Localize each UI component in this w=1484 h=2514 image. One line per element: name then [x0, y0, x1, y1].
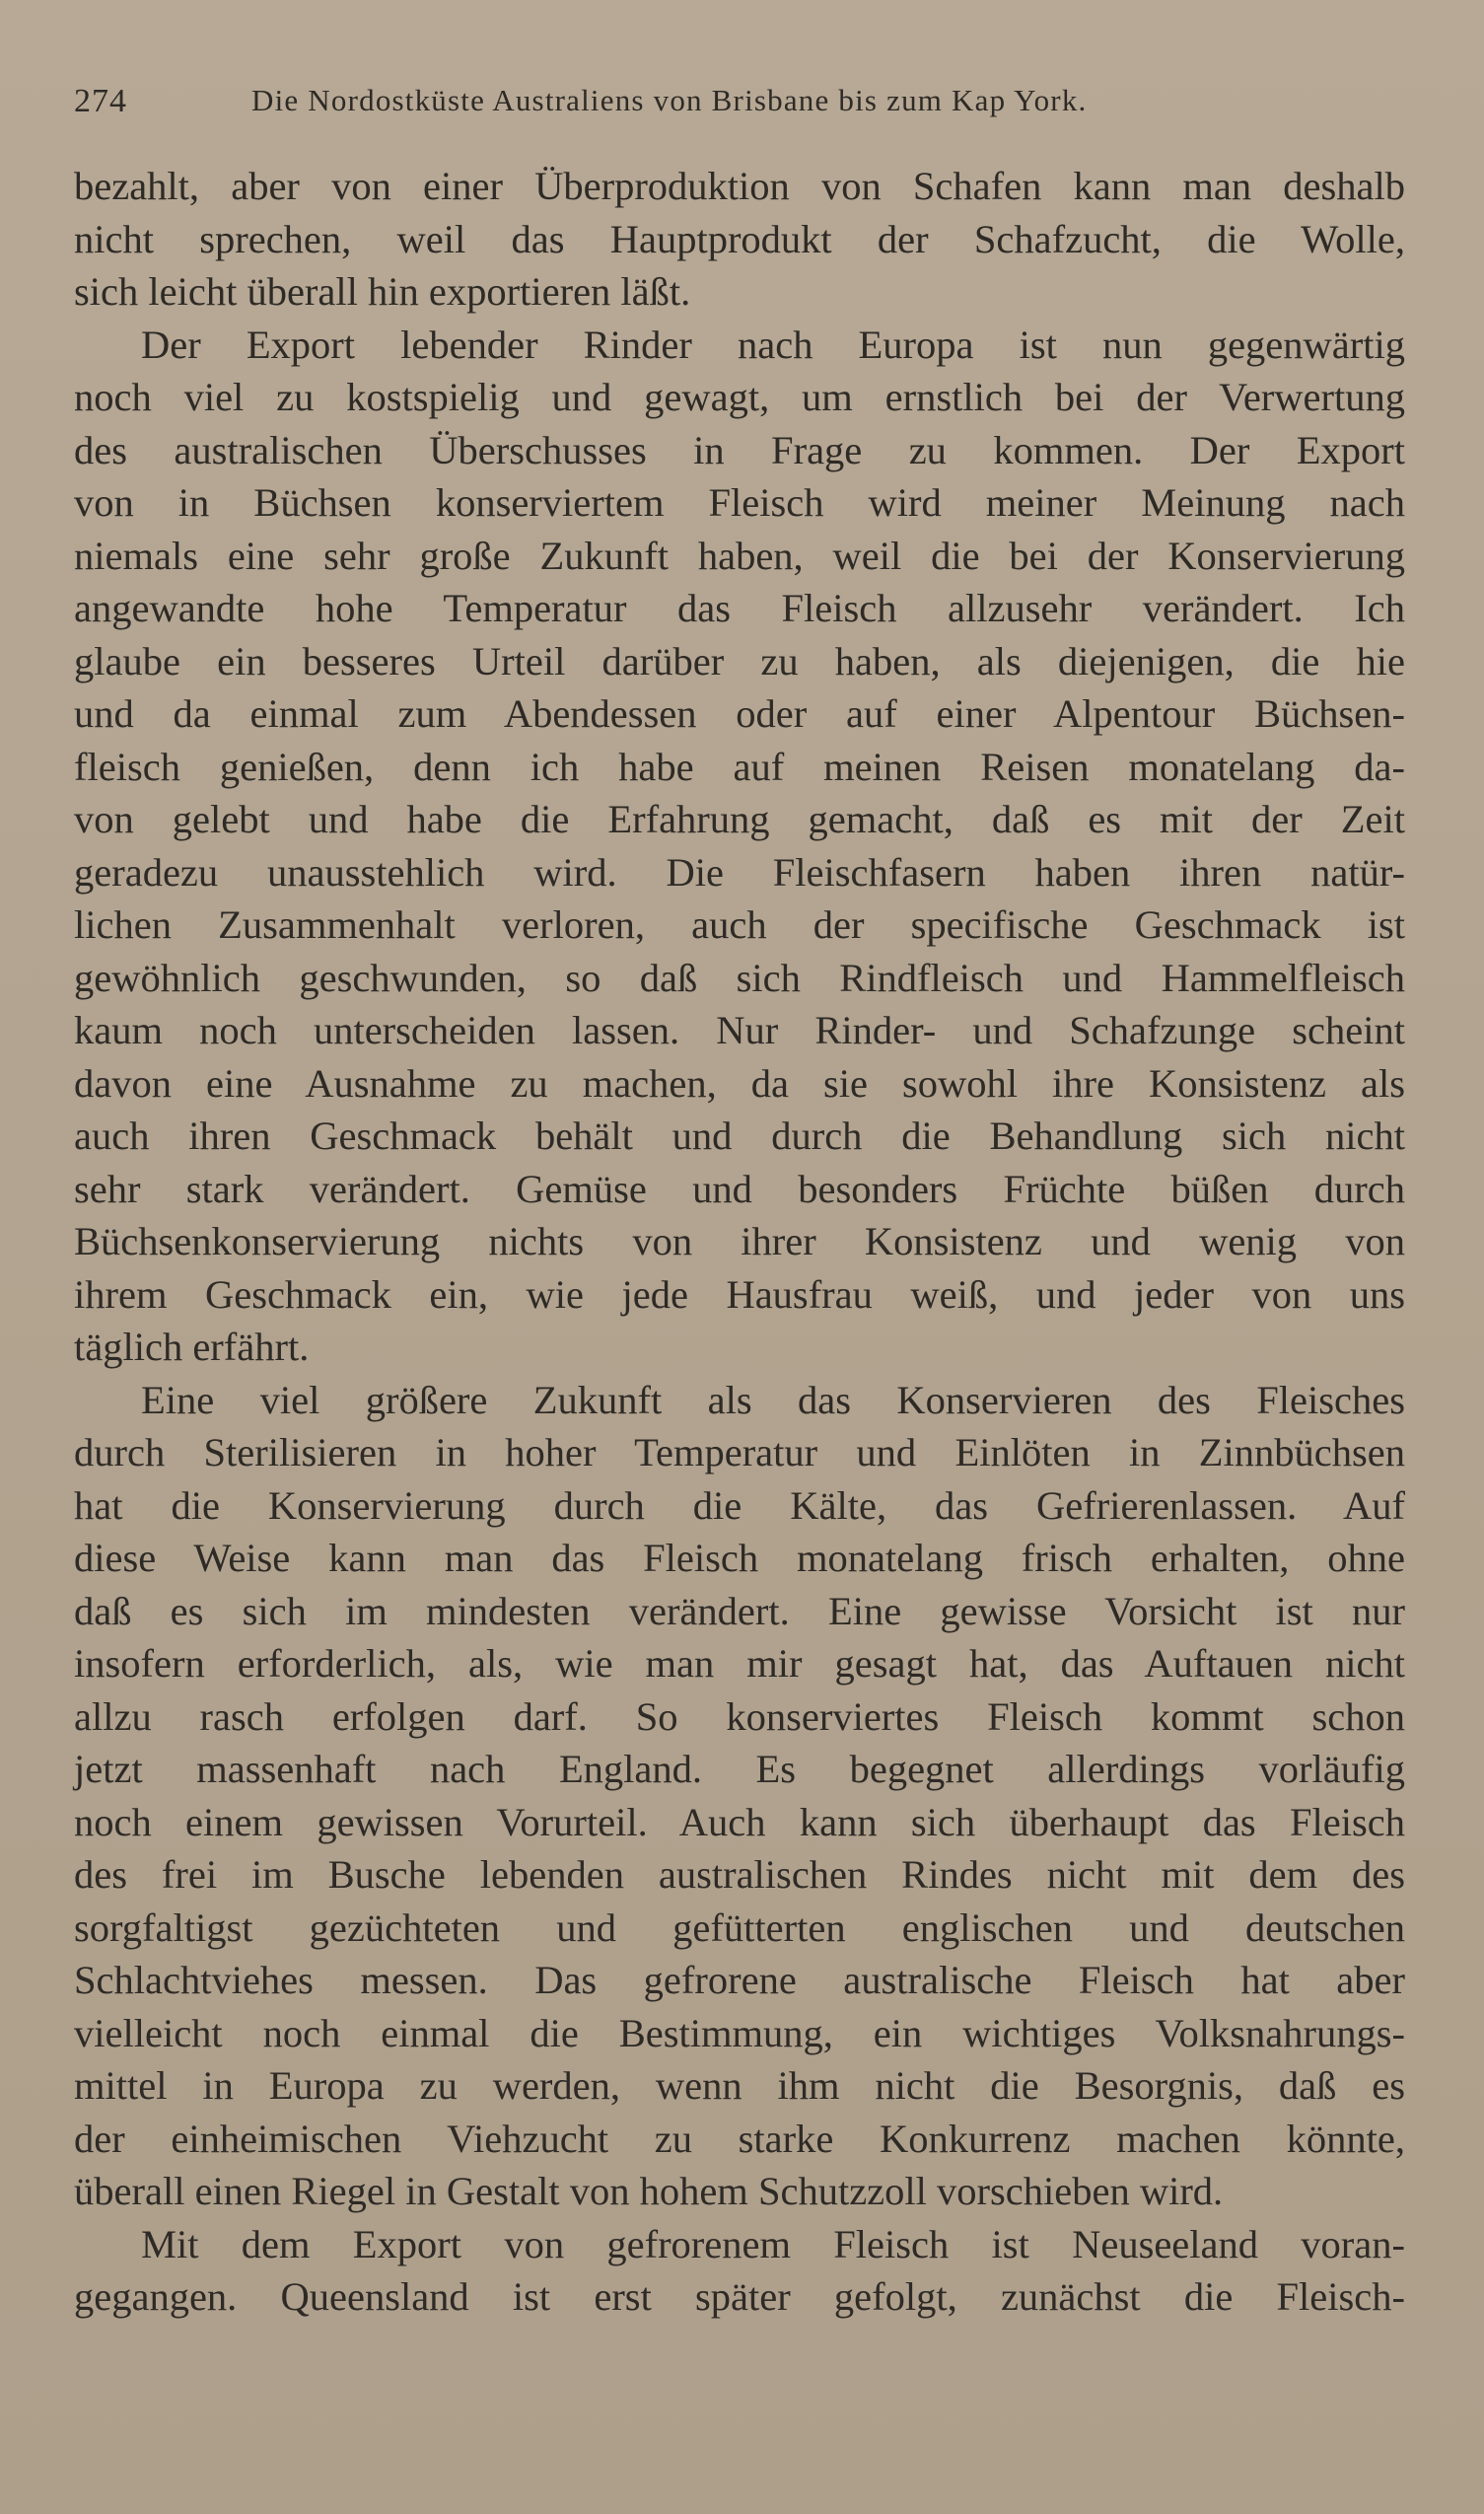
text-line: nicht sprechen, weil das Hauptprodukt der Schafzucht, die Wolle,	[74, 216, 1405, 261]
text-line: sich leicht überall hin exportieren läßt.	[74, 269, 691, 314]
text-line: von gelebt und habe die Erfahrung gemacht, daß es mit der Zeit	[74, 797, 1405, 841]
text-line: gegangen. Queensland ist erst später gefolgt, zunächst die Fleisch-	[74, 2274, 1405, 2319]
text-line: durch Sterilisieren in hoher Temperatur und Einlöten in Zinnbüchsen	[74, 1430, 1405, 1474]
text-line: Der Export lebender Rinder nach Europa ist nun gegenwärtig	[141, 322, 1405, 367]
text-line: von in Büchsen konserviertem Fleisch wird meiner Meinung nach	[74, 480, 1405, 525]
page-header	[74, 77, 1237, 119]
text-line: auch ihren Geschmack behält und durch die Behandlung sich nicht	[74, 1113, 1405, 1158]
text-line: jetzt massenhaft nach England. Es begegnet allerdings vorläufig	[74, 1747, 1405, 1791]
text-line: daß es sich im mindesten verändert. Eine gewisse Vorsicht ist nur	[74, 1588, 1405, 1633]
text-line: diese Weise kann man das Fleisch monatelang frisch erhalten, ohne	[74, 1536, 1405, 1580]
text-line: angewandte hohe Temperatur das Fleisch allzusehr verändert. Ich	[74, 586, 1405, 630]
text-line: Büchsenkonservierung nichts von ihrer Konsistenz und wenig von	[74, 1219, 1405, 1263]
text-line: glaube ein besseres Urteil darüber zu haben, als diejenigen, die hie	[74, 638, 1405, 683]
text-line: sorgfaltigst gezüchteten und gefütterten englischen und deutschen	[74, 1904, 1405, 1950]
text-line: sehr stark verändert. Gemüse und besonders Früchte büßen durch	[74, 1166, 1405, 1211]
text-line: bezahlt, aber von einer Überproduktion von Schafen kann man deshalb	[74, 164, 1405, 208]
text-line: des frei im Busche lebenden australischen Rindes nicht mit dem des	[74, 1852, 1405, 1897]
text-line: überall einen Riegel in Gestalt von hohem Schutzzoll vorschieben wird.	[74, 2169, 1224, 2213]
text-line: täglich erfährt.	[74, 1325, 310, 1369]
text-line: geradezu unausstehlich wird. Die Fleischfasern haben ihren natür-	[74, 849, 1405, 895]
text-line: Schlachtviehes messen. Das gefrorene australische Fleisch hat aber	[74, 1958, 1405, 2002]
text-line: lichen Zusammenhalt verloren, auch der specifische Geschmack ist	[74, 902, 1405, 947]
text-line: Eine viel größere Zukunft als das Konservieren des Fleisches	[141, 1377, 1405, 1422]
text-line: noch einem gewissen Vorurteil. Auch kann sich überhaupt das Fleisch	[74, 1799, 1405, 1844]
text-line: mittel in Europa zu werden, wenn ihm nicht die Besorgnis, daß es	[74, 2063, 1405, 2108]
text-line: und da einmal zum Abendessen oder auf einer Alpentour Büchsen-	[74, 691, 1405, 736]
text-line: insofern erforderlich, als, wie man mir gesagt hat, das Auftauen nicht	[74, 1641, 1405, 1686]
text-line: fleisch genießen, denn ich habe auf meinen Reisen monatelang da-	[74, 744, 1405, 789]
body-text	[74, 160, 1405, 2324]
text-line: der einheimischen Viehzucht zu starke Konkurrenz machen könnte,	[74, 2116, 1405, 2161]
text-line: noch viel zu kostspielig und gewagt, um ernstlich bei der Verwertung	[74, 375, 1405, 419]
text-line: allzu rasch erfolgen darf. So konserviertes Fleisch kommt schon	[74, 1693, 1405, 1739]
text-line: hat die Konservierung durch die Kälte, das Gefrierenlassen. Auf	[74, 1482, 1405, 1528]
text-line: kaum noch unterscheiden lassen. Nur Rinder- und Schafzunge scheint	[74, 1008, 1405, 1052]
text-line: des australischen Überschusses in Frage zu kommen. Der Export	[74, 427, 1405, 472]
running-title: Die Nordostküste Australiens von Brisbane bis zum Kap York.	[251, 83, 1088, 117]
text-line: niemals eine sehr große Zukunft haben, weil die bei der Konservierung	[74, 533, 1405, 578]
text-line: ihrem Geschmack ein, wie jede Hausfrau weiß, und jeder von uns	[74, 1271, 1405, 1317]
text-line: vielleicht noch einmal die Bestimmung, ein wichtiges Volksnahrungs-	[74, 2010, 1405, 2055]
text-line: gewöhnlich geschwunden, so daß sich Rindfleisch und Hammelfleisch	[74, 955, 1405, 1000]
page-number: 274	[74, 83, 127, 119]
text-line: davon eine Ausnahme zu machen, da sie sowohl ihre Konsistenz als	[74, 1060, 1405, 1106]
text-line: Mit dem Export von gefrorenem Fleisch ist Neuseeland voran-	[141, 2221, 1405, 2266]
